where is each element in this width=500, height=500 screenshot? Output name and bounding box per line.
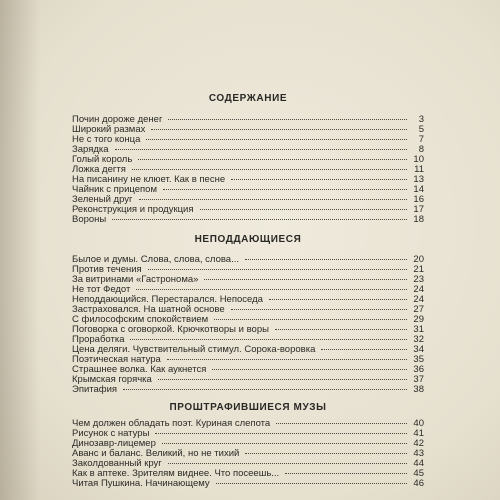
leader-dots (245, 453, 407, 454)
leader-dots (231, 309, 407, 310)
entry-title: Не с того конца (72, 134, 141, 145)
entry-page: 27 (413, 304, 424, 315)
entry-title: Против течения (72, 264, 142, 275)
entry-page: 20 (413, 254, 424, 265)
section-title: ПРОШТРАФИВШИЕСЯ МУЗЫ (169, 402, 327, 413)
leader-dots (285, 473, 407, 474)
entry-page: 3 (418, 114, 424, 125)
entry-page: 35 (413, 354, 424, 365)
entry-page: 38 (413, 384, 424, 395)
entry-page: 8 (418, 144, 424, 155)
leader-dots (123, 389, 407, 390)
entry-title: Голый король (72, 154, 133, 165)
entry-title: Почин дороже денег (72, 114, 163, 125)
entry-title: Вороны (72, 214, 107, 225)
leader-dots (212, 369, 407, 370)
entry-page: 29 (413, 314, 424, 325)
entry-title: За витринами «Гастронома» (72, 274, 199, 285)
entry-title: Широкий размах (72, 124, 146, 135)
entry-title: Застраховался. На шатной основе (72, 304, 225, 315)
leader-dots (139, 199, 408, 200)
entry-title: Былое и думы. Слова, слова, слова... (72, 254, 239, 265)
leader-dots (321, 349, 407, 350)
entry-page: 24 (413, 284, 424, 295)
entry-page: 41 (413, 428, 424, 439)
leader-dots (115, 149, 407, 150)
entry-page: 24 (413, 294, 424, 305)
leader-dots (151, 129, 407, 130)
entry-title: С философским спокойствием (72, 314, 209, 325)
section-title: НЕПОДДАЮЩИЕСЯ (194, 234, 302, 245)
entry-title: Неподдающийся. Перестарался. Непоседа (72, 294, 263, 305)
toc-entry (72, 384, 424, 395)
leader-dots (231, 179, 407, 180)
leader-dots (130, 339, 407, 340)
entry-page: 45 (413, 468, 424, 479)
entry-page: 13 (413, 174, 424, 185)
leader-dots (269, 299, 407, 300)
entry-title: Поэтическая натура (72, 354, 161, 365)
entry-title: Поговорка с оговоркой. Крючкотворы и воры (72, 324, 269, 335)
leader-dots (112, 219, 407, 220)
entry-title: Аванс и баланс. Великий, но не тихий (72, 448, 240, 459)
leader-dots (158, 379, 407, 380)
leader-dots (204, 279, 407, 280)
leader-dots (216, 483, 407, 484)
leader-dots (200, 209, 407, 210)
entry-title: Зарядка (72, 144, 109, 155)
entry-page: 31 (413, 324, 424, 335)
entry-page: 14 (413, 184, 424, 195)
entry-page: 44 (413, 458, 424, 469)
entry-page: 42 (413, 438, 424, 449)
entry-title: Проработка (72, 334, 125, 345)
entry-page: 37 (413, 374, 424, 385)
entry-title: Как в аптеке. Зрителям виднее. Что посеешь... (72, 468, 280, 479)
leader-dots (155, 433, 407, 434)
entry-title: Заколдованный круг (72, 458, 162, 469)
leader-dots (167, 359, 407, 360)
entry-title: Эпитафия (72, 384, 118, 395)
leader-dots (168, 463, 407, 464)
entry-title: Зеленый друг (72, 194, 133, 205)
entry-page: 40 (413, 418, 424, 429)
entry-title: Динозавр-лицемер (72, 438, 156, 449)
leader-dots (138, 159, 407, 160)
leader-dots (146, 139, 407, 140)
entry-page: 32 (413, 334, 424, 345)
leader-dots (132, 169, 407, 170)
entry-title: Не тот Федот (72, 284, 131, 295)
entry-title: Чем должен обладать поэт. Куриная слепота (72, 418, 271, 429)
entry-page: 7 (418, 134, 424, 145)
entry-title: Страшнее волка. Как аукнется (72, 364, 207, 375)
entry-title: Чайник с прицепом (72, 184, 157, 195)
entry-title: Крымская горячка (72, 374, 152, 385)
page-gutter-shadow (0, 0, 40, 500)
entry-page: 46 (413, 478, 424, 489)
toc-entry (72, 478, 424, 489)
entry-title: На писанину не клюет. Как в песне (72, 174, 226, 185)
entry-page: 36 (413, 364, 424, 375)
entry-title: Читая Пушкина. Начинающему (72, 478, 210, 489)
entry-page: 23 (413, 274, 424, 285)
leader-dots (148, 269, 407, 270)
toc-entry (72, 214, 424, 225)
entry-title: Реконструкция и продукция (72, 204, 194, 215)
leader-dots (276, 423, 407, 424)
leader-dots (214, 319, 407, 320)
leader-dots (136, 289, 407, 290)
leader-dots (168, 119, 407, 120)
entry-page: 10 (413, 154, 424, 165)
entry-title: Рисунок с натуры (72, 428, 150, 439)
leader-dots (163, 189, 407, 190)
entry-page: 18 (413, 214, 424, 225)
section-title: СОДЕРЖАНИЕ (208, 93, 288, 104)
entry-title: Цена деляги. Чувствительный стимул. Сорока-воровка (72, 344, 316, 355)
leader-dots (245, 259, 407, 260)
entry-title: Ложка дегтя (72, 164, 126, 175)
entry-page: 16 (413, 194, 424, 205)
entry-page: 17 (413, 204, 424, 215)
entry-page: 34 (413, 344, 424, 355)
entry-page: 21 (413, 264, 424, 275)
entry-page: 43 (413, 448, 424, 459)
entry-page: 5 (418, 124, 424, 135)
leader-dots (162, 443, 407, 444)
table-of-contents (72, 0, 424, 500)
entry-page: 11 (414, 164, 424, 175)
leader-dots (275, 329, 407, 330)
